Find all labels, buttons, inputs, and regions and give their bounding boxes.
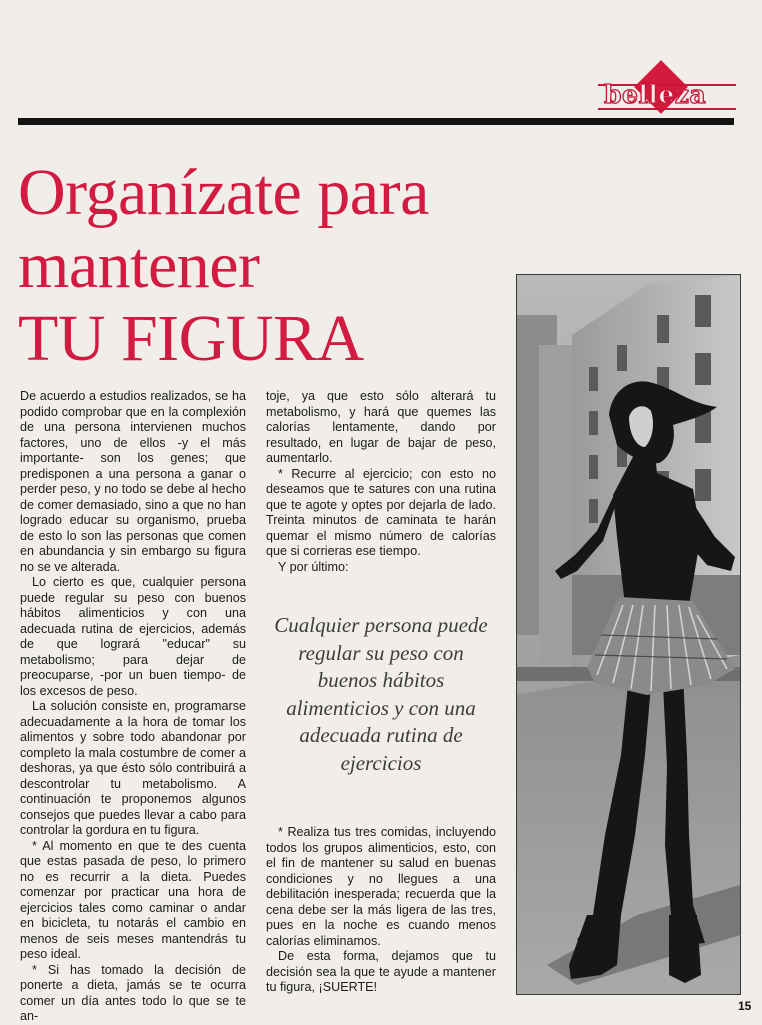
headline-line-1: Organízate para bbox=[18, 156, 429, 229]
article-headline bbox=[18, 156, 538, 375]
paragraph: De esta forma, dejamos que tu decisión sea la que te ayude a mantener tu figura, ¡SUERTE! bbox=[266, 949, 496, 994]
paragraph: toje, ya que esto sólo alterará tu metabolismo, y hará que quemes las calorías lentamente, dando por resultado, en lugar de bajar de peso, aumentarlo. bbox=[266, 389, 496, 465]
paragraph: * Realiza tus tres comidas, incluyendo todos los grupos alimenticios, esto, con el fin de mantener su salud en buenas condiciones y no llegues a una debilitación inesperada; recuerda que la cena debe ser la más ligera de las tres, pues en la noche es cuando menos calorías eliminamos. bbox=[266, 825, 496, 948]
article-photo bbox=[516, 274, 741, 995]
header-rule bbox=[18, 118, 734, 125]
section-tag-label: belleza bbox=[604, 80, 707, 109]
paragraph: * Recurre al ejercicio; con esto no deseamos que te satures con una rutina que te agote y optes por dejarla de lado. Treinta minutos de caminata te harán quemar el mismo número de calorías que si corrieras ese tiempo. bbox=[266, 466, 496, 558]
paragraph: * Al momento en que te des cuenta que estas pasada de peso, lo primero no es recurrir a la dieta. Puedes comenzar por practicar una hora de ejercicios tales como caminar o andar en bicicleta, tu notarás el cambio en menos de seis meses mantendrás tu peso ideal. bbox=[20, 838, 246, 961]
paragraph: De acuerdo a estudios realizados, se ha podido comprobar que en la complexión de una persona intervienen muchos factores, uno de ellos -y el más importante- son los genes; que predisponen a una persona a ganar o perder peso, y no todo se debe al hecho de comer demasiado, sino a que no han logrado educar su organismo, prueba de esto lo son las personas que comen en abundancia y sin embargo su figura no se ve alterada. bbox=[20, 389, 246, 574]
woman-walking-city-photo bbox=[517, 275, 740, 994]
page-number: 15 bbox=[738, 999, 752, 1013]
pull-quote: Cualquier persona puede regular su peso con buenos hábitos alimenticios y con una adecuada rutina de ejercicios bbox=[274, 613, 488, 775]
body-column-1 bbox=[20, 389, 246, 1025]
paragraph: Y por último: bbox=[278, 559, 349, 574]
body-column-2 bbox=[266, 389, 496, 575]
body-column-3 bbox=[266, 825, 496, 996]
paragraph: La solución consiste en, programarse adecuadamente a la hora de tomar los alimentos y sobre todo abandonar por completo la mala costumbre de comer a deshoras, ya que ésto sólo contribuirá a descontrolar tu metabolismo. A continuación te proponemos algunos consejos que puedes llevar a cabo para controlar la gordura en tu figura. bbox=[20, 699, 246, 837]
paragraph: Lo cierto es que, cualquier persona puede regular su peso con buenos hábitos alimenticios y con una adecuada rutina de ejercicios, además de que logrará "educar" su metabolismo; para dejar de preocuparse, -por un buen tiempo- de los excesos de peso. bbox=[20, 575, 246, 698]
headline-line-2: mantener bbox=[18, 229, 260, 302]
headline-line-3: TU FIGURA bbox=[18, 302, 364, 375]
section-tag bbox=[596, 66, 736, 120]
paragraph: * Si has tomado la decisión de ponerte a dieta, jamás se te ocurra comer un día antes todo lo que se te an- bbox=[20, 962, 246, 1023]
